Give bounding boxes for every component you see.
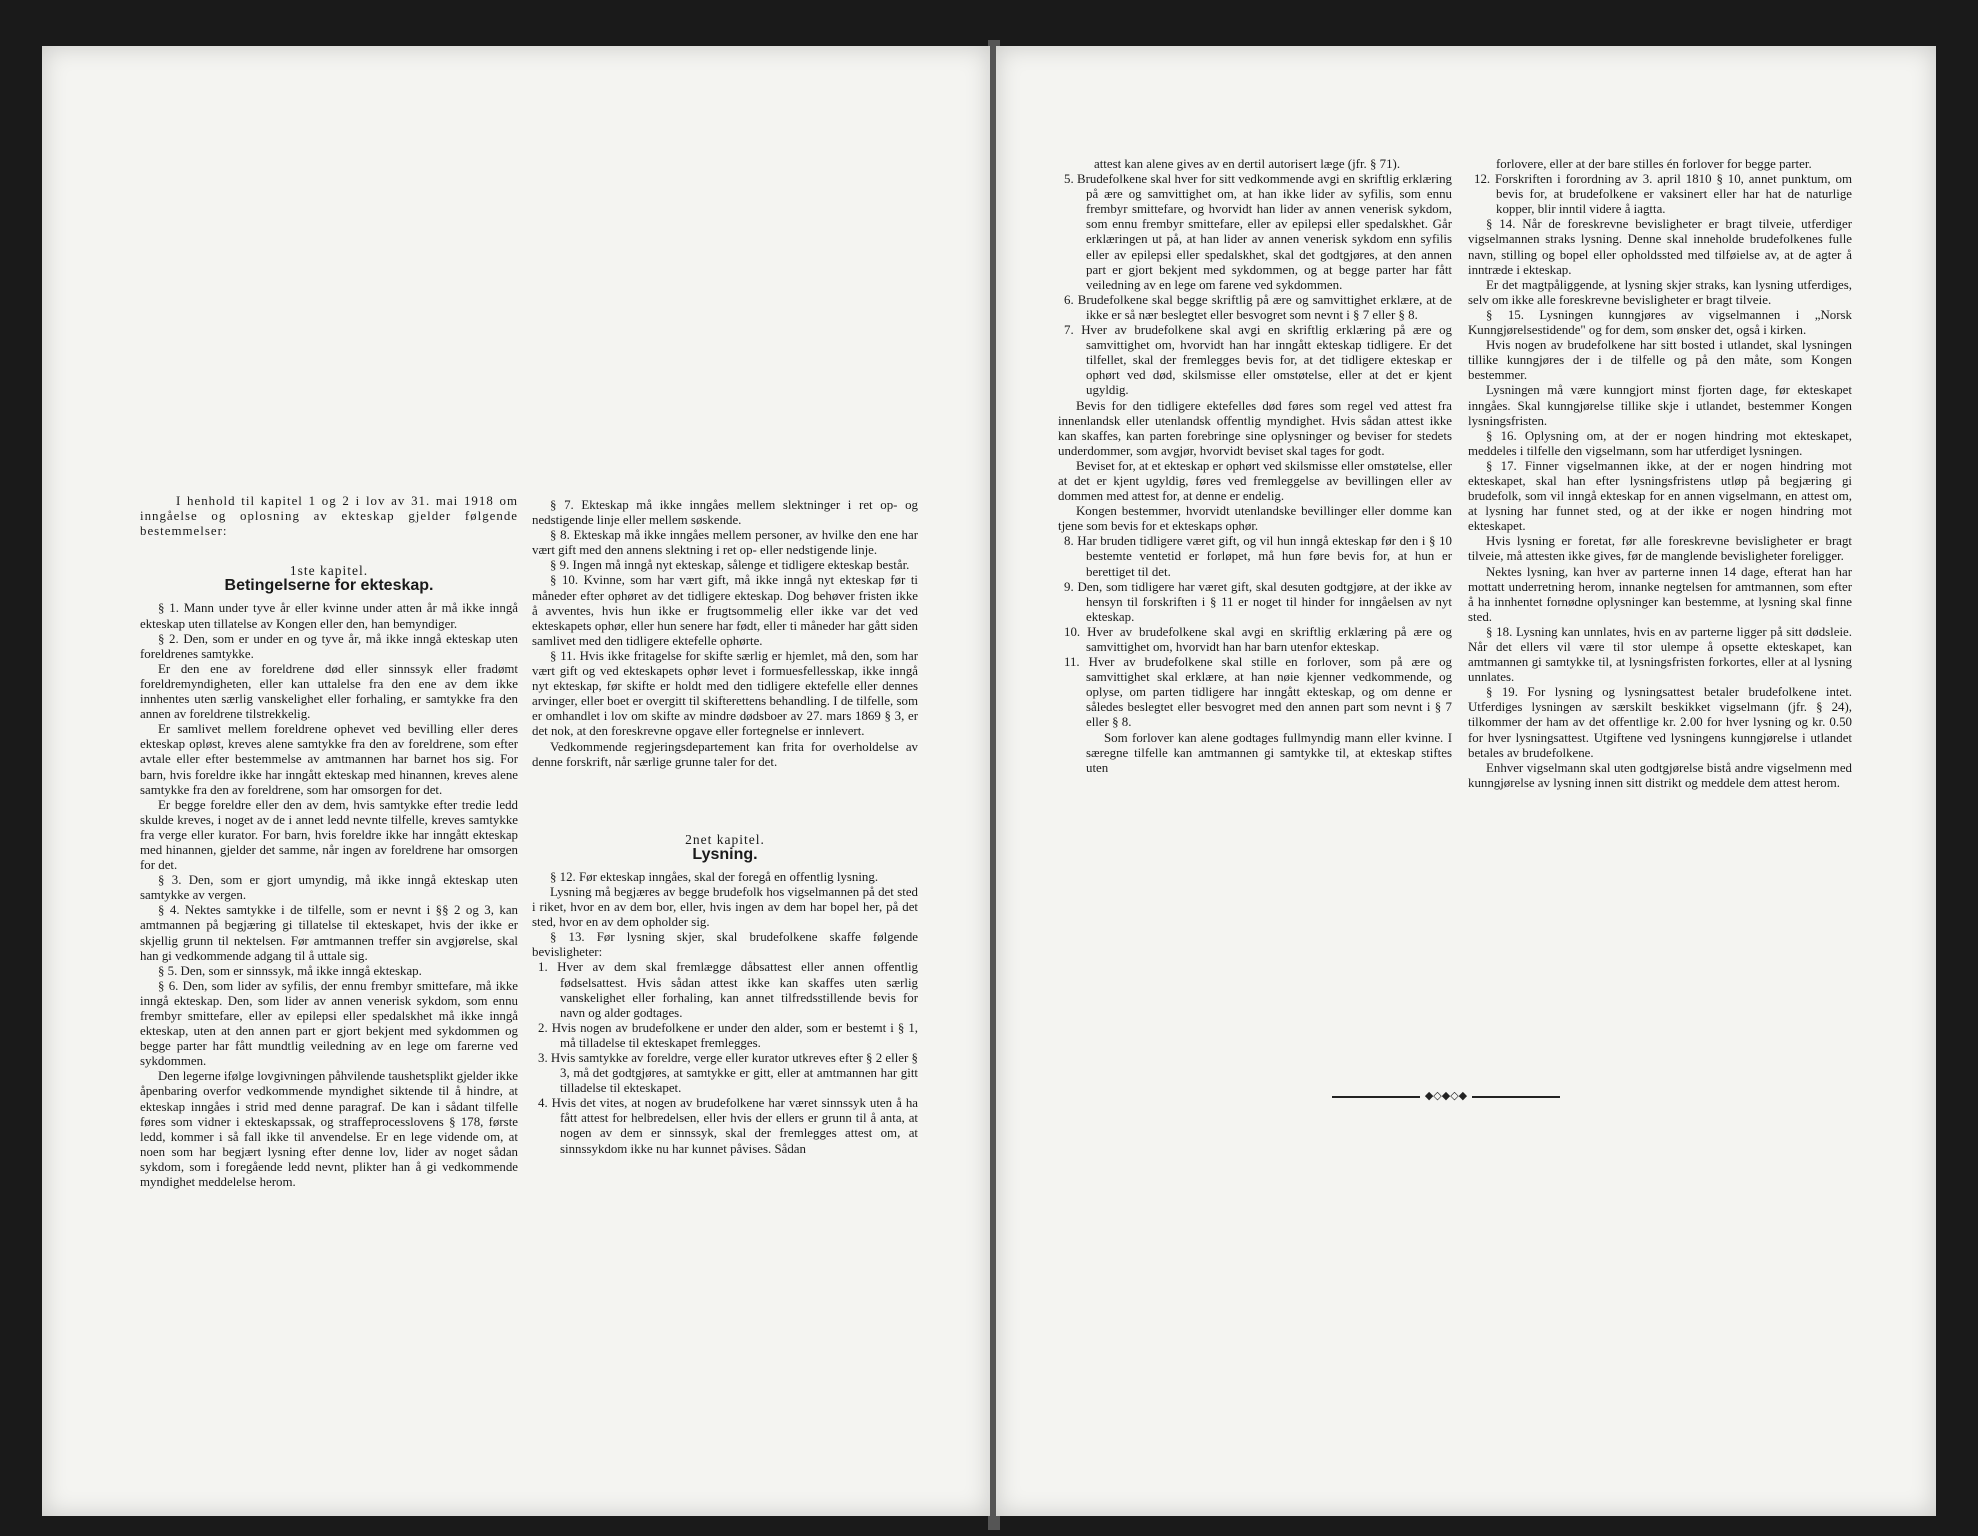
- chapter-2-items: [532, 960, 918, 1156]
- chapter-1-paragraphs: [140, 601, 518, 1190]
- paragraph: Nektes lysning, kan hver av parterne innen 14 dage, efterat han har mottatt underretning herom, innanke negtelsen for amtmannen, som efter å ha innhentet fornødne oplysninger kan bestemme, at lysning skal finne sted.: [1468, 564, 1852, 624]
- paragraph: Lysningen må være kunngjort minst fjorten dage, før ekteskapet inngåes. Skal kunngjørelse tillike skje i utlandet, bestemmer Kongen lysningsfristen.: [1468, 383, 1852, 428]
- paragraph: § 11. Hvis ikke fritagelse for skifte særlig er hjemlet, må den, som har vært gift og ved ekteskapets ophør levet i formuesfellesskap, ikke inngå nyt ekteskap, før skifte er holdt med den tidligere ektefelle eller dennes arvinger, eller boet er overgitt til skifterettens behandling. I de tilfelle, som er omhandlet i lov om skifte av mindre dødsboer av 27. mars 1869 § 3, er det nok, at den foreskrevne opgave eller fortegnelse er innlevert.: [532, 648, 918, 739]
- paragraph: § 7. Ekteskap må ikke inngåes mellem slektninger i ret op- og nedstigende linje eller mellem søskende.: [532, 498, 918, 528]
- forlover-paragraph: Som forlover kan alene godtages fullmyndig mann eller kvinne. I særegne tilfelle kan amtmannen gi samtykke til, at ekteskap stiftes uten: [1086, 730, 1452, 775]
- numbered-item: 5. Brudefolkene skal hver for sitt vedkommende avgi en skriftlig erklæring på ære og samvittighet om, at han ikke lider av syfilis, som ennu frembyr smittefare, og hvorvidt han lider av annen venerisk sykdom, som ennu frembyr smittefare, eller av epilepsi eller spedalskhet. Går erklæringen ut på, at han lider av annen venerisk sykdom enn syfilis eller av epilepsi eller spedalskhet, skal det godtgjøres, at den annen part er gjort bekjent med sykdommen, og at begge parter har fått veiledning av en lege om farene ved sykdommen.: [1064, 172, 1452, 292]
- paragraph: § 12. Før ekteskap inngåes, skal der foregå en offentlig lysning.: [550, 869, 879, 884]
- numbered-item: 4. Hvis det vites, at nogen av brudefolkene har været sinnssyk uten å ha fått attest for helbredelsen, eller hvis der ellers er grunn til å anta, at nogen av dem er sinnssyk, skal der fremlegges attest om, at sinnssykdom ikke nu har kunnet påvises. Sådan: [538, 1096, 918, 1156]
- chapter-1-paragraphs-cont: [532, 498, 918, 770]
- paragraph: Bevis for den tidligere ektefelles død føres som regel ved attest fra innenlandsk eller utenlandsk offentlig myndighet. Hvis sådan attest ikke kan skaffes, kan parten forebringe sine oplysninger og beviser for stedets underdommer, som avgjør, hvorvidt beviset skal tages for godt.: [1058, 398, 1452, 458]
- paragraph: Den legerne ifølge lovgivningen påhvilende taushetsplikt gjelder ikke åpenbaring overfor vedkommende myndighet siktende til å hindre, at ekteskap inngåes i strid med denne paragraf. De kan i sådant tilfelle føres som vidner i ekteskapssak, og straffeprocesslovens § 178, første ledd, kommer i så fall ikke til anvendelse. Er en lege vidende om, at noen som har begjært lysning efter denne lov, lider av noget sådan sykdom, som i foregående ledd nevnt, plikter han å gi vedkommende myndighet meddelelse herom.: [140, 1069, 518, 1190]
- paragraph: § 19. For lysning og lysningsattest betaler brudefolkene intet. Utferdiges lysningen av særskilt beskikket vigselmann (jfr. § 24), tilkommer der ham av det offentlige kr. 2.00 for hver lysning og kr. 0.50 for hver lysningsattest. Utgiftene ved lysningens kunngjørelse i utlandet betales av brudefolkene.: [1468, 685, 1852, 760]
- chapter-1-heading: Betingelserne for ekteskap.: [224, 577, 434, 595]
- paragraph: § 5. Den, som er sinnssyk, må ikke inngå ekteskap.: [158, 963, 422, 978]
- left-column-2: [532, 498, 918, 1157]
- paragraph: Beviset for, at et ekteskap er ophørt ved skilsmisse eller omstøtelse, eller at det er kjent ugyldig, føres ved fremleggelse av bevillingen eller av dommen med attest for, at denne er endelig.: [1058, 458, 1452, 504]
- requirements-7-detail: [1058, 399, 1452, 535]
- requirements-5-7: [1058, 172, 1452, 398]
- paragraph: § 2. Den, som er under en og tyve år, må ikke inngå ekteskap uten foreldrenes samtykke.: [140, 631, 518, 661]
- chapter-2-paragraphs: [532, 870, 918, 961]
- numbered-item: 1. Hver av dem skal fremlægge dåbsattest eller annen offentlig fødselsattest. Hvis sådan attest ikke kan skaffes uten særlig vanskelighet eller forhaling, kan annet tilfredsstillende bevis for navn og alder godtages.: [538, 960, 918, 1020]
- paragraph: § 16. Oplysning om, at der er nogen hindring mot ekteskapet, meddeles i tilfelle den vigselmann, som har utferdiget lysningen.: [1468, 428, 1852, 458]
- paragraph: Vedkommende regjeringsdepartement kan frita for overholdelse av denne forskrift, når særlige grunne taler for det.: [532, 739, 918, 769]
- right-column-1: [1058, 157, 1452, 776]
- paragraph: § 9. Ingen må inngå nyt ekteskap, sålenge et tidligere ekteskap består.: [550, 558, 910, 573]
- numbered-item: 2. Hvis nogen av brudefolkene er under den alder, som er bestemt i § 1, må tilladelse til ekteskapet fremlegges.: [538, 1020, 918, 1050]
- requirements-8-11: [1058, 534, 1452, 730]
- numbered-item: 9. Den, som tidligere har været gift, skal desuten godtgjøre, at der ikke av hensyn til forskriften i § 11 er noget til hinder for inngåelsen av nyt ekteskap.: [1064, 579, 1452, 624]
- paragraph: § 4. Nektes samtykke i de tilfelle, som er nevnt i §§ 2 og 3, kan amtmannen på begjæring gi tillatelse til ekteskapet, hvis der ikke er skjellig grunn til nektelsen. Før amtmannen treffer sin avgjørelse, skal han gi vedkommende adgang til å uttale sig.: [140, 903, 518, 963]
- numbered-item: 7. Hver av brudefolkene skal avgi en skriftlig erklæring på ære og samvittighet om, hvorvidt han har inngått ekteskap tidligere. Er det tilfellet, skal der fremlegges bevis for, at det tidligere ekteskap er ophørt ved død, skilsmisse eller omstøtelse, eller at det er kjent ugyldig.: [1064, 323, 1452, 398]
- attest-continuation: attest kan alene gives av en dertil autorisert læge (jfr. § 71).: [1094, 157, 1401, 171]
- paragraph: § 6. Den, som lider av syfilis, der ennu frembyr smittefare, må ikke inngå ekteskap. Den, som lider av annen venerisk sykdom, som ennu frembyr smittefare, eller av epilepsi eller spedalskhet må ikke inngå ekteskap, uten at den annen part er gjort bekjent med sykdommen og begge parter har fått mundtlig veiledning av en lege om farerne ved sykdommen.: [140, 978, 518, 1069]
- chapter-2-heading: Lysning.: [692, 845, 758, 863]
- left-column-1: [140, 494, 518, 1190]
- end-ornament: ◆◇◆◇◆: [1420, 1089, 1472, 1103]
- numbered-item: 6. Brudefolkene skal begge skriftlig på ære og samvittighet erklære, at de ikke er så nær beslegtet eller besvogret som nevnt i § 7 eller § 8.: [1064, 292, 1452, 322]
- numbered-item: 10. Hver av brudefolkene skal avgi en skriftlig erklæring på ære og samvittighet om, hvorvidt han har barn utenfor ekteskap.: [1064, 624, 1452, 654]
- chapter-1-title: 1ste kapitel.: [289, 563, 369, 579]
- paragraph: § 18. Lysning kan unnlates, hvis en av parterne ligger på sitt dødsleie. Når det ellers vil være til stor ulempe å opsette ekteskapet, kan amtmannen gi samtykke til, at lysningsfristen forkortes, eller at al lysning unnlates.: [1468, 624, 1852, 685]
- paragraph: Lysning må begjæres av begge brudefolk hos vigselmannen på det sted i riket, hvor en av dem bor, eller, hvis ingen av dem har bopel her, på det sted, hvor en av dem opholder sig.: [532, 884, 918, 930]
- paragraph: Enhver vigselmann skal uten godtgjørelse bistå andre vigselmenn med kunngjørelse av lysning innen sitt distrikt og meddele dem attest herom.: [1468, 760, 1852, 790]
- paragraph: § 17. Finner vigselmannen ikke, at der er nogen hindring mot ekteskapet, skal han efter lysningsfristens utløp på begjæring gi brudefolk, som vil inngå ekteskap for en annen vigselmann, en attest om, at lysning har funnet sted, og at der ikke er nogen hindring mot ekteskapet.: [1468, 458, 1852, 534]
- paragraph: § 14. Når de foreskrevne bevisligheter er bragt tilveie, utferdiger vigselmannen straks lysning. Denne skal inneholde brudefolkenes fulle navn, stilling og bopel eller opholdssted med tilføielse av, at de agter å inntræde i ekteskap.: [1468, 217, 1852, 277]
- numbered-item: 11. Hver av brudefolkene skal stille en forlover, som på ære og samvittighet skal erklære, at han nøie kjenner vedkommende, og oplyse, om parten tidligere har inngått ekteskap, og om denne er således beslegtet eller besvogret med den annen part som nevnt i § 7 eller § 8.: [1064, 655, 1452, 730]
- paragraph: Hvis lysning er foretat, før alle foreskrevne bevisligheter er bragt tilveie, må attesten ikke gives, før de manglende bevisligheter foreligger.: [1468, 534, 1852, 564]
- paragraph: Kongen bestemmer, hvorvidt utenlandske bevillinger eller domme kan tjene som bevis for et ekteskaps ophør.: [1058, 504, 1452, 534]
- numbered-item: 8. Har bruden tidligere været gift, og vil hun inngå ekteskap før den i § 10 bestemte ventetid er forløpet, må hun føre bevis for, at hun er berettiget til det.: [1064, 534, 1452, 579]
- paragraph: § 13. Før lysning skjer, skal brudefolkene skaffe følgende bevisligheter:: [532, 930, 918, 960]
- requirement-12: 12. Forskriften i forordning av 3. april 1810 § 10, annet punktum, om bevis for, at brudefolkene er vaksinert eller har hat de naturlige kopper, blir inntil videre å iagtta.: [1474, 172, 1852, 217]
- intro-paragraph: I henhold til kapitel 1 og 2 i lov av 31. mai 1918 om inngåelse og oplosning av ekteskap gjelder følgende bestemmelser:: [140, 494, 518, 539]
- paragraph: § 8. Ekteskap må ikke inngåes mellem personer, av hvilke den ene har vært gift med den annens slektning i ret op- eller nedstigende linje.: [532, 528, 918, 558]
- paragraph: Hvis nogen av brudefolkene har sitt bosted i utlandet, skal lysningen tillike kunngjøres der i de tilfelle og på den måte, som Kongen bestemmer.: [1468, 338, 1852, 383]
- right-column-2: [1468, 157, 1852, 791]
- paragraph: Er samlivet mellem foreldrene ophevet ved bevilling eller deres ekteskap opløst, kreves alene samtykke fra den av foreldrene, som efter avtale eller efter bestemmelse av amtmannen har barnet hos sig. For barn, hvis foreldre ikke har inngått ekteskap med hinannen, kreves alene samtykke fra den av foreldrene, som har omsorgen for det.: [140, 722, 518, 797]
- paragraph: § 15. Lysningen kunngjøres av vigselmannen i „Norsk Kunngjørelsestidende" og for dem, som ønsker det, også i kirken.: [1468, 307, 1852, 338]
- chapter-2-title: 2net kapitel.: [685, 831, 765, 847]
- paragraph: § 1. Mann under tyve år eller kvinne under atten år må ikke inngå ekteskap uten tillatelse av Kongen eller den, han bemyndiger.: [140, 601, 518, 631]
- paragraph: Er det magtpåliggende, at lysning skjer straks, kan lysning utferdiges, selv om ikke alle foreskrevne bevisligheter er bragt tilveie.: [1468, 277, 1852, 307]
- paragraph: Er den ene av foreldrene død eller sinnssyk eller fradømt foreldremyndigheten, eller kan uttalelse fra den ene av dem ikke innhentes uten særlig vanskelighet eller forhaling, er samtykke fra den annen av foreldrene tilstrekkelig.: [140, 661, 518, 722]
- paragraph: Er begge foreldre eller den av dem, hvis samtykke efter tredie ledd skulde kreves, i noget av de i annet ledd nevnte tilfelle, kreves samtykke fra verge eller kurator. For barn, hvis foreldre ikke har inngått ekteskap med hinannen, gjelder det samme, når ingen av foreldrene har omsorgen for det.: [140, 797, 518, 873]
- paragraph: § 3. Den, som er gjort umyndig, må ikke inngå ekteskap uten samtykke av vergen.: [140, 873, 518, 903]
- paragraph: § 10. Kvinne, som har vært gift, må ikke inngå nyt ekteskap før ti måneder efter ophøret av det tidligere ekteskap. Dog behøver fristen ikke å avventes, hvis hun ikke er frugtsommelig eller ikke var det ved ekteskapets ophør, eller hun senere har født, eller ti måneder har gått siden samlivet med den tidligere ektefelle ophørte.: [532, 573, 918, 648]
- numbered-item: 3. Hvis samtykke av foreldre, verge eller kurator utkreves efter § 2 eller § 3, må det godtgjøres, at samtykke er gitt, eller at amtmannen har gitt tilladelse til ekteskapet.: [538, 1051, 918, 1096]
- forlover-continuation: forlovere, eller at der bare stilles én forlover for begge parter.: [1496, 157, 1812, 171]
- sections-14-19: [1468, 217, 1852, 791]
